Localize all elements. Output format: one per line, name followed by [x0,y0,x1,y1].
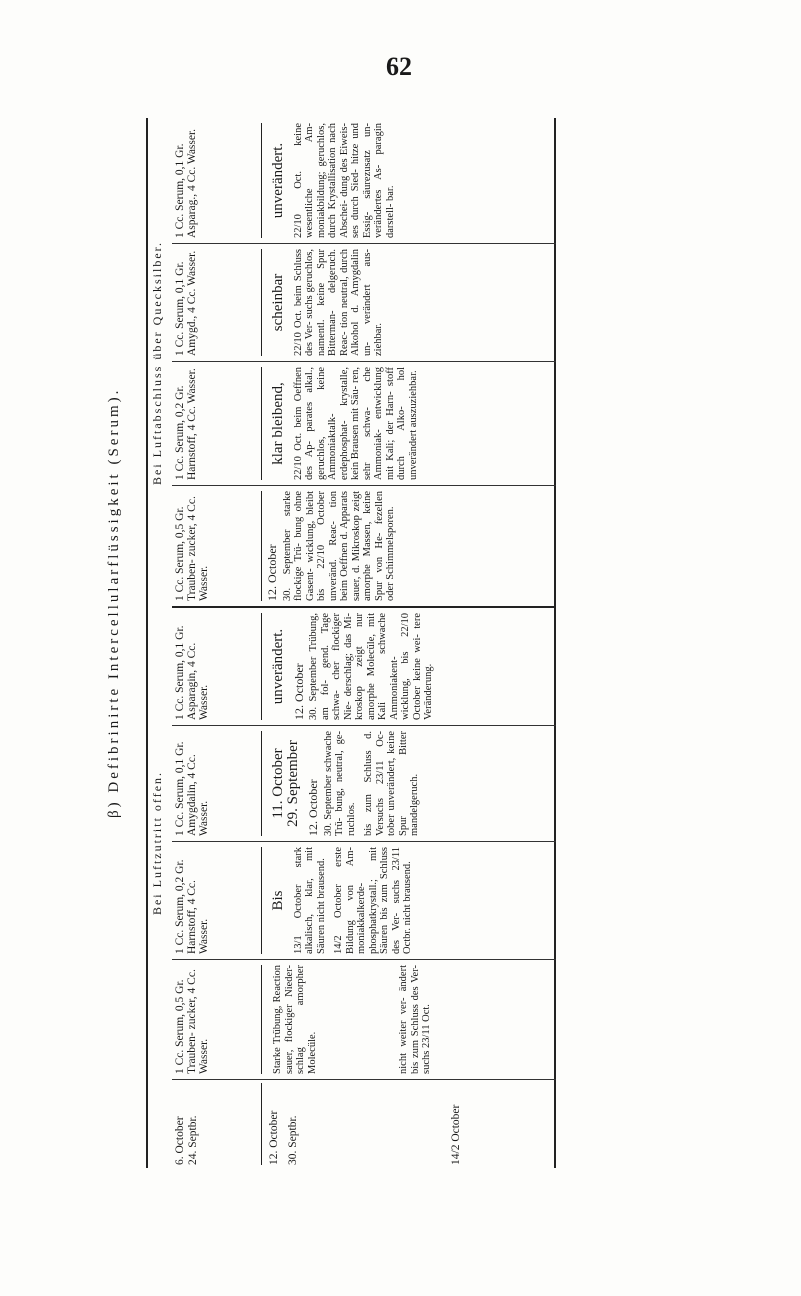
column-note: 13/1 October stark alkalisch, klar, mit Säuren nicht brausend. [292,847,327,954]
date-column-header [174,1083,262,1165]
column-open-glucose [172,960,556,1080]
column-note: 22/10 Oct. beim Schluss des Ver- suchs geruchlos, namentl. keine Spur Bitterman- delgeruch. Reac- tion neutral, durch Alkohol d. Amygdalin un- verändert aus- ziehbar. [292,249,384,356]
date-header-line: 6. October [174,1116,186,1165]
column-note: nicht weiter ver- ändert bis zum Schluss des Ver- suchs 23/11 Oct. [398,965,432,1074]
column-header: 1 Cc. Serum, 0,2 Gr. Harnstoff, 4 Cc. Wasser. [174,367,262,480]
column-closed-urea [172,362,556,486]
table-title: β) Defibrinirte Intercellularflüssigkeit (Serum). [106,387,122,818]
column-status: klar bleibend, [270,382,286,465]
date-entry: 12. October [268,1110,280,1165]
column-note: 22/10 Oct. beim Oeffnen des Ap- parates alkal., geruchlos, keine Ammoniaktalk- erdephosphat- krystalle, kein Brausen mit Säu- ren, sehr schwa- che Ammoniak- entwicklung mit Kali; der Harn- stoff durch Alko- hol unverändert auszuziehbar. [292,367,419,480]
column-header: 1 Cc. Serum, 0,5 Gr. Trauben- zucker, 4 Cc. Wasser. [174,965,262,1074]
column-status-secondary: 29. September [284,740,301,827]
column-note: Starke Trübung, Reaction sauer, flockiger Nieder- schlag amorpher Molecüle. [272,965,318,1074]
page-number: 62 [386,52,412,81]
date-column [172,1080,556,1168]
rotated-table [106,118,576,1168]
column-note: 22/10 Oct. keine wesentliche Am- moniakbildung; geruchlos, durch Krystallisation nach Abschei- dung des Eiweis- ses durch Sied- hitze und Essig- säurezusatz un- verändertes As- paragin darstell- bar. [292,123,396,238]
column-status: unverändert. [270,628,286,705]
column-closed-asparagin [172,118,556,244]
date-header-line: 24. Septbr. [187,1115,199,1165]
column-note: 12. October [306,779,320,836]
group-closed-label: Bei Luftabschluss über Quecksilber. [150,241,164,485]
column-note: bis zum Schluss d. Versuchs 23/11 Oc- tober unverändert, keine Spur Bitter mandelgeruch. [363,731,420,836]
column-open-urea [172,842,556,960]
column-note: 30. September Trübung, am fol- gend. Tage schwa- cher flockiger Nie- derschlag; das Mi- kroskop zeigt nur amorphe Molecüle, mit Kali schwache Ammoniakent- wicklung, bis 22/10 October keine wei- tere Veränderung. [308,613,434,720]
column-header: 1 Cc. Serum, 0,2 Gr. Harnstoff, 4 Cc. Wasser. [174,847,262,954]
column-header: 1 Cc. Serum, 0,1 Gr. Asparagin, 4 Cc. Wasser. [174,613,262,720]
date-entry: 30. Septbr. [287,1115,299,1165]
group-open-label: Bei Luftzutritt offen. [150,770,164,916]
column-open-asparagin [172,608,556,726]
date-entry: 14/2 October [450,1104,462,1165]
column-status: scheinbar [270,273,286,332]
column-open-amygdalin [172,726,556,842]
column-header: 1 Cc. Serum, 0,5 Gr. Trauben- zucker, 4 Cc. Wasser. [174,491,262,601]
column-status: Bis [270,890,286,911]
column-closed-amygdalin [172,244,556,362]
column-closed-glucose [172,486,556,608]
column-status: unverändert. [270,142,286,219]
column-header: 1 Cc. Serum, 0,1 Gr. Amygd., 4 Cc. Wasser. [174,249,262,356]
column-header: 1 Cc. Serum, 0,1 Gr. Asparag., 4 Cc. Wasser. [174,123,262,238]
column-note: 30. September starke flockige Trü- bung ohne Gasent- wicklung, bleibt bis 22/10 October unveränd. Reac- tion beim Oeffnen d. Apparats sauer, d. Mikroskop zeigt amorphe Massen, keine Spur von He- fezellen oder Schimmelsporen. [281,491,396,601]
column-note: 12. October [265,544,279,601]
column-note: 14/2 October erste Bildung von Am- moniakkalkerde- phosphatkrystall.; mit Säuren bis zum Schluss des Ver- suchs 23/11 Octbr. nicht brausend. [333,847,413,954]
table-frame [146,118,556,1168]
column-note: 30. September schwache Trü- bung, neutral, ge- ruchlos. [322,731,357,836]
column-note: 12. October [291,663,306,720]
column-status: 11. October [270,748,286,819]
column-header: 1 Cc. Serum, 0,1 Gr. Amygdalin, 4 Cc. Wasser. [174,731,262,836]
